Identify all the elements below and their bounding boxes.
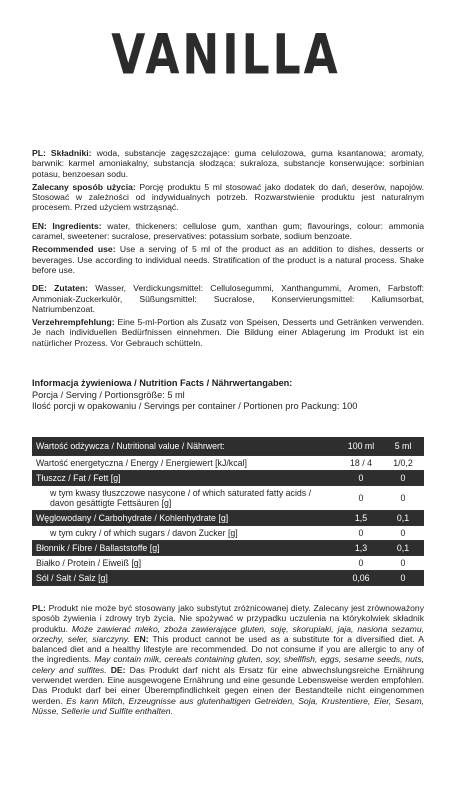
row-label: w tym cukry / of which sugars / davon Zucker [g]: [32, 526, 340, 541]
table-row: [32, 541, 424, 556]
row-label: Białko / Protein / Eiweiß [g]: [32, 556, 340, 571]
row-value-100ml: 0: [340, 486, 382, 511]
row-value-100ml: 0,06: [340, 571, 382, 586]
header-label: Wartość odżywcza / Nutritional value / Nährwert:: [32, 437, 340, 456]
usage-en: [32, 244, 424, 275]
row-value-5ml: 1/0,2: [382, 456, 424, 471]
nutrition-table: [32, 437, 424, 586]
row-value-100ml: 18 / 4: [340, 456, 382, 471]
usage-en-text: Use a serving of 5 ml of the product as an addition to dishes, desserts or beverages. Use according to individual needs. Stratification of the product is a natural process. Shake before use.: [32, 244, 424, 275]
row-value-5ml: 0: [382, 526, 424, 541]
row-label: Tłuszcz / Fat / Fett [g]: [32, 471, 340, 486]
usage-de-text: Eine 5-ml-Portion als Zusatz von Speisen, Desserts und Getränken verwenden. Je nach individuellen Bedürfnissen einnehmen. Die Bildung einer Ablagerung im Produkt ist ein natürlicher Prozess. Vor Gebrauch schütteln.: [32, 317, 424, 348]
table-row: [32, 486, 424, 511]
row-label: Wartość energetyczna / Energy / Energiewert [kJ/kcal]: [32, 456, 340, 471]
usage-de: [32, 317, 424, 348]
ingredients-pl-text: woda, substancje zagęszczające: guma celulozowa, guma ksantanowa; aromaty, barwnik: karmel amoniakalny, substancja słodząca: sukraloza, substancje konserwujące: sorbinian potasu, benzoesan sodu.: [32, 148, 424, 179]
ingredients-en-text: water, thickeners: cellulose gum, xanthan gum; flavourings, colour: ammonia caramel, sweetener: sucralose, preservatives: potassium sorbate, sodium benzoate.: [32, 220, 424, 242]
row-value-5ml: 0: [382, 486, 424, 511]
disclaimer-en-text: This product cannot be used as a substitute for a diversified diet. A balanced diet and a healthy lifestyle are recommended. Do not consume if you are allergic to any of the ingredients.: [32, 633, 425, 665]
row-value-100ml: 0: [340, 471, 382, 486]
allergens-en: May contain milk, cereals containing gluten, soy, shellfish, eggs, sesame seeds, nuts, celery and sulfites.: [32, 654, 424, 675]
row-value-5ml: 0,1: [382, 541, 424, 556]
row-value-5ml: 0: [382, 556, 424, 571]
usage-en-label: Recommended use:: [32, 244, 116, 255]
ingredients-en-label: EN: Ingredients:: [32, 220, 102, 231]
servings-per-container: Ilość porcji w opakowaniu / Servings per container / Portionen pro Packung: 100: [32, 401, 358, 411]
row-label: Sól / Salt / Salz [g]: [32, 571, 340, 586]
row-value-100ml: 1,5: [340, 511, 382, 526]
allergens-de: Es kann Milch, Erzeugnisse aus glutenhaltigen Getreiden, Soja, Krustentiere, Eier, Sesam, Nüsse, Sellerie und Sulfite enthalten.: [32, 695, 424, 716]
table-row: [32, 571, 424, 586]
product-title: VANILLA: [111, 23, 341, 88]
usage-de-label: Verzehrempfehlung:: [32, 317, 115, 328]
ingredients-de-label: DE: Zutaten:: [32, 283, 88, 294]
disclaimer-pl-label: PL:: [32, 603, 46, 613]
row-label: w tym kwasy tłuszczowe nasycone / of which saturated fatty acids / davon gesättigte Fettsäuren [g]: [32, 486, 340, 511]
table-row: [32, 456, 424, 471]
row-value-5ml: 0,1: [382, 511, 424, 526]
row-value-100ml: 0: [340, 556, 382, 571]
disclaimer-text: [32, 603, 424, 716]
table-row: [32, 526, 424, 541]
ingredients-section: [32, 148, 424, 351]
usage-pl-label: Zalecany sposób użycia:: [32, 181, 136, 192]
disclaimer-de-label: DE:: [110, 664, 126, 675]
row-value-5ml: 0: [382, 471, 424, 486]
ingredients-pl-label: PL: Składniki:: [32, 148, 92, 158]
row-value-100ml: 0: [340, 526, 382, 541]
disclaimer-de-text: Das Produkt darf nicht als Ersatz für eine abwechslungsreiche Ernährung verwendet werden. Eine ausgewogene Ernährung und eine gesunde Lebensweise werden empfohlen. Das Produkt darf bei einer Überempfindlichkeit gegen einen der Bestandteile nicht eingenommen werden.: [32, 664, 425, 706]
ingredients-pl: [32, 148, 424, 179]
table-row: [32, 556, 424, 571]
allergens-pl: Może zawierać mleko, zboża zawierające gluten, soję, skorupiaki, jaja, nasiona sezamu, orzechy, seler, siarczyny.: [32, 623, 424, 644]
row-value-5ml: 0: [382, 571, 424, 586]
header-col-5ml: 5 ml: [382, 437, 424, 456]
ingredients-de-text: Wasser, Verdickungsmittel: Cellulosegummi, Xanthangummi, Aromen, Farbstoff: Ammoniak-Zuckerkulör, Süßungsmittel: Sucralose, Konservierungsmittel: Kaliumsorbat, Natriumbenzoat.: [32, 283, 424, 314]
row-label: Węglowodany / Carbohydrate / Kohlenhydrate [g]: [32, 511, 340, 526]
disclaimer-pl-text: Produkt nie może być stosowany jako substytut zróżnicowanej diety. Zalecany jest zrównoważony sposób żywienia i zdrowy tryb życia. Nie spożywać w przypadku uczulenia na którykolwiek składnik produktu.: [32, 603, 425, 634]
nutrition-header: [32, 378, 424, 413]
disclaimer-en-label: EN:: [133, 633, 149, 644]
table-row: [32, 471, 424, 486]
header-col-100ml: 100 ml: [340, 437, 382, 456]
nutrition-title: Informacja żywieniowa / Nutrition Facts / Nährwertangaben:: [32, 378, 293, 388]
ingredients-en: [32, 221, 424, 242]
disclaimer-section: [32, 603, 424, 719]
ingredients-de: [32, 283, 424, 314]
usage-pl-text: Porcję produktu 5 ml stosować jako dodatek do dań, deserów, napojów. Stosować w zależności od indywidualnych potrzeb. Rozwarstwienie produktu jest naturalnym procesem. Przed użyciem wstrząsnąć.: [32, 181, 424, 213]
row-value-100ml: 1,3: [340, 541, 382, 556]
nutrition-table-header: [32, 437, 424, 456]
usage-pl: [32, 182, 424, 213]
serving-size: Porcja / Serving / Portionsgröße: 5 ml: [32, 389, 185, 400]
row-label: Błonnik / Fibre / Ballaststoffe [g]: [32, 541, 340, 556]
table-row: [32, 511, 424, 526]
